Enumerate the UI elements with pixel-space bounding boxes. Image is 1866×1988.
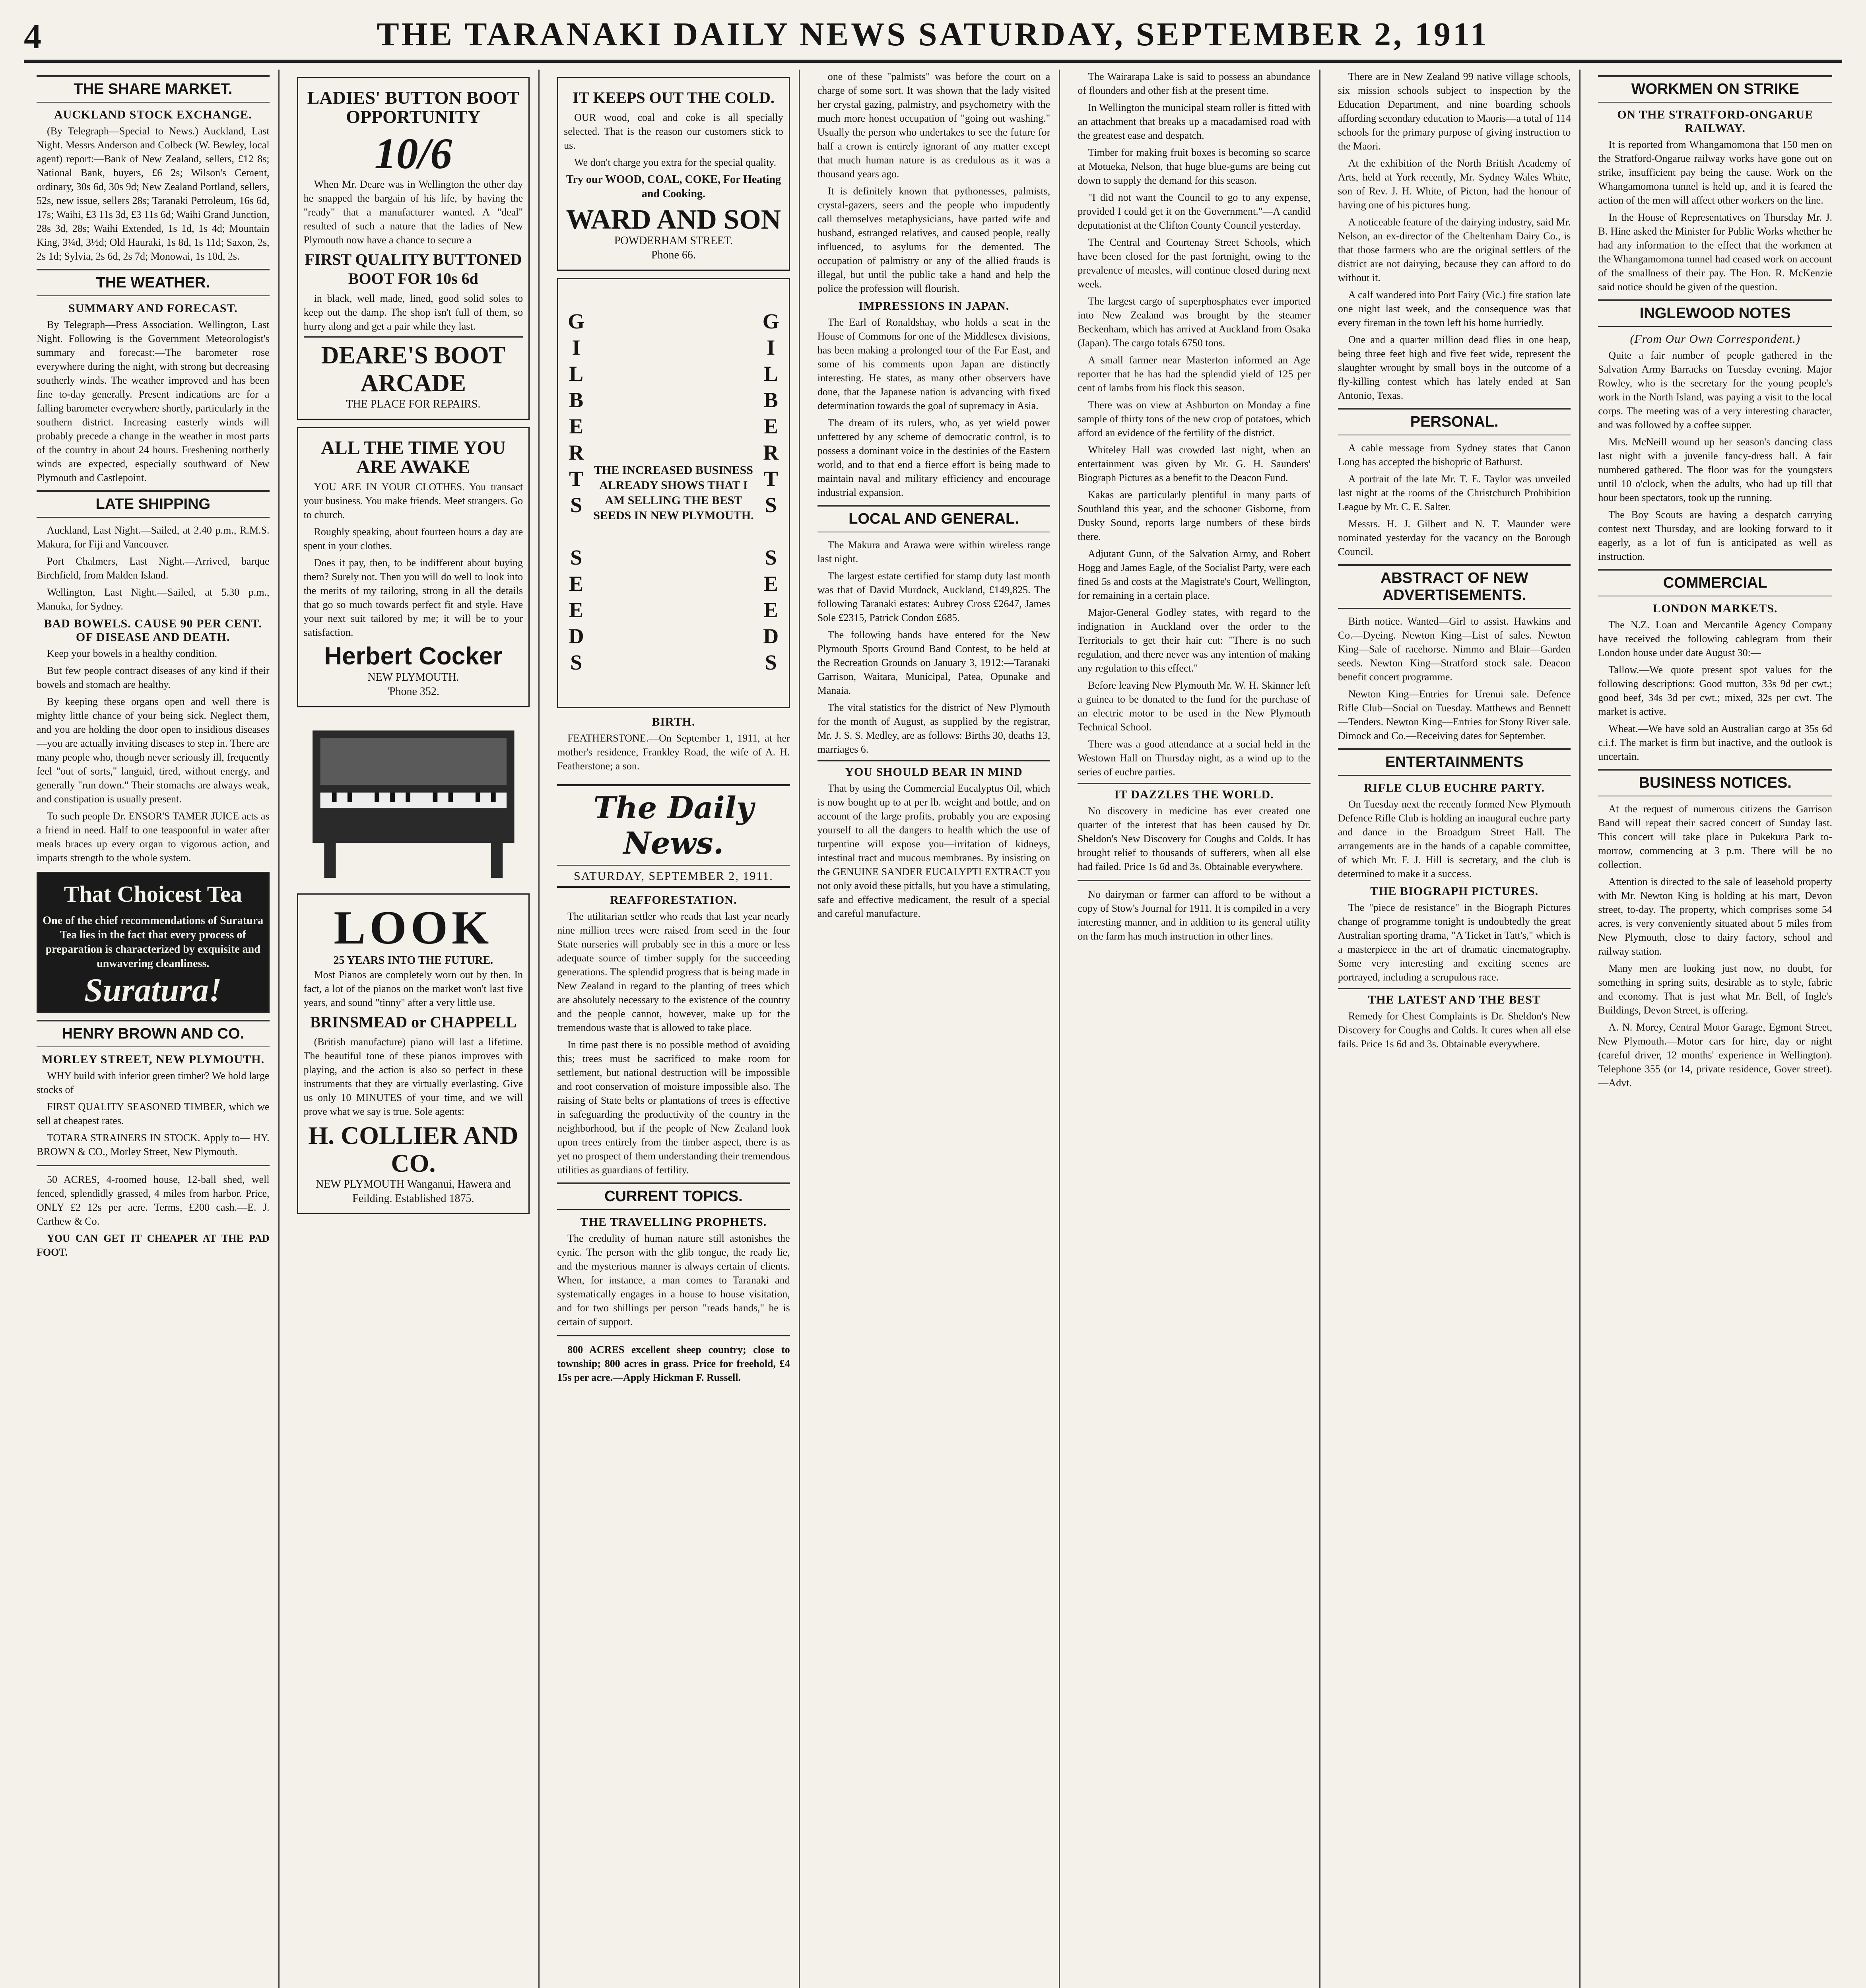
local-item: The largest estate certified for stamp duty last month was that of David Murdock, Auckland, £149,825. The following Taranaki estates: Aubrey Cross £2647, James Sole £2315, Patrick Condon £685. [817, 570, 1050, 623]
tea-ad-title: That Choicest Tea [64, 881, 242, 907]
current-topics-heading: CURRENT TOPICS. [557, 1182, 790, 1210]
local-item: The Makura and Arawa were within wireless range last night. [817, 539, 1050, 565]
birth-heading: BIRTH. [652, 715, 695, 728]
cocker-address: NEW PLYMOUTH. [367, 671, 459, 683]
classified-ad: 50 ACRES, 4-roomed house, 12-ball shed, well fenced, splendidly grassed, 4 miles from harbor. Price, ONLY £2 12s per acre. Terms, £200 cash.—E. J. Carthew & Co. [37, 1174, 270, 1227]
commercial-heading: COMMERCIAL [1598, 569, 1832, 596]
strike-heading: WORKMEN ON STRIKE [1598, 75, 1832, 103]
inglewood-text: The Boy Scouts are having a despatch carrying contest next Thursday, and are looking forward to it eagerly, as a lot of fun is anticipated as well as instruction. [1598, 509, 1832, 562]
shipping-item: Wellington, Last Night.—Sailed, at 5.30 p.m., Manuka, for Sydney. [37, 586, 270, 612]
tailor-ad-title: ALL THE TIME YOU ARE AWAKE [321, 437, 506, 478]
news-item: At the exhibition of the North British Academy of Arts, held at York recently, Mr. Sydney Wales White, son of Rev. J. H. White, of Picton, had the honour of having one of his pictures hung. [1338, 157, 1571, 211]
news-item: There was on view at Ashburton on Monday a fine sample of thirty tons of the new crop of potatoes, which afford an evidence of the fertility of the district. [1078, 399, 1311, 439]
editorial-masthead: The Daily News. [557, 784, 790, 866]
henry-brown-text: FIRST QUALITY SEASONED TIMBER, which we sell at cheapest rates. [37, 1101, 270, 1126]
inglewood-heading: INGLEWOOD NOTES [1598, 299, 1832, 327]
cocker-name: Herbert Cocker [324, 643, 503, 670]
ladies-ad-price: 10/6 [374, 129, 452, 178]
article-text: It is definitely known that pythonesses, palmists, crystal-gazers, seers and the people who impudently call themselves metaphysicians, have parted wife and husband, estranged relatives, and caused people, really influenced, to asylums for the demented. The occupation of palmistry or any of the allied frauds is illegal, but until the public take a hand and help the police the profession will flourish. [817, 185, 1050, 294]
coal-ad-text: OUR wood, coal and coke is all specially selected. That is the reason our customers stick to us. [564, 112, 783, 151]
tailor-ad-text: YOU ARE IN YOUR CLOTHES. You transact your business. You make friends. Meet strangers. Go to church. [303, 481, 523, 520]
ladies-boot-ad [297, 77, 530, 420]
local-item: The following bands have entered for the New Plymouth Sports Ground Band Contest, to be held at the Recreation Grounds on January 3, 1912:—Taranaki Garrison, Waitara, Municipal, Patea, Opunake and Manaia. [817, 629, 1050, 696]
seeds-center-text: THE INCREASED BUSINESS ALREADY SHOWS THAT I AM SELLING THE BEST SEEDS IN NEW PLYMOUTH. [593, 464, 754, 522]
current-topics-subheading: THE TRAVELLING PROPHETS. [580, 1215, 767, 1229]
editorial-text: In time past there is no possible method of avoiding this; trees must be sacrificed to make room for settlement, but national destruction will be impossible and root conservation of moisture impossible also. The raising of State belts or plantations of trees is effective in safeguarding the productivity of the country in the neighborhood, but if the people of New Zealand look upon trees entirely from the timber aspect, there is as yet no prospect of them understanding their tremendous utilities as guardians of fertility. [557, 1039, 790, 1176]
news-item: In Wellington the municipal steam roller is fitted with an attachment that breaks up a macadamised road with the greatest ease and despatch. [1078, 102, 1311, 141]
inglewood-text: Mrs. McNeill wound up her season's dancing class last night with a juvenile fancy-dress ball. A fair numbered gathered. The floor was for the youngsters until 10 o'clock, when the adults, who had up till that hour been spectators, took up the running. [1598, 436, 1832, 503]
shipping-heading: LATE SHIPPING [37, 490, 270, 518]
entertainments-heading: ENTERTAINMENTS [1338, 748, 1571, 776]
abstract-list: Newton King—Entries for Urenui sale. Defence Rifle Club—Social on Tuesday. Matthews and Bennett—Tenders. Newton King—Entries for Stony River sale. Dimock and Co.—Receiving dates for September. [1338, 688, 1571, 742]
column-5 [1069, 70, 1320, 1988]
tea-ad-brand: Suratura! [84, 972, 222, 1009]
news-item: There are in New Zealand 99 native village schools, six mission schools subject to inspection by the Education Department, and nine boarding schools affording secondary education to Maoris—a total of 114 schools for the primary purpose of giving instruction to the Maori. [1338, 71, 1571, 152]
cocker-phone: 'Phone 352. [387, 685, 439, 698]
article-text: The dream of its rulers, who, as yet wield power unfettered by any scheme of democratic control, is to possess a dominant voice in the destinies of the Eastern world, and to that end a fierce effort is being made to maintain naval and military efficiency and encourage industrial expansion. [817, 417, 1050, 498]
column-1 [28, 70, 280, 1988]
tailor-ad [297, 427, 530, 707]
japan-heading: IMPRESSIONS IN JAPAN. [858, 299, 1010, 313]
article-text: The Earl of Ronaldshay, who holds a seat in the House of Commons for one of the Middlesex divisions, has been making a prolonged tour of the Far East, and some of his comments upon Japan are distinctly interesting. He states, as many other observers have done, that the Japanese nation is advancing with fixed determination towards the goal of supremacy in Asia. [817, 316, 1050, 412]
business-notice: Attention is directed to the sale of leasehold property with Mr. Newton King is holding at his mart, Devon street, to-day. The property, which comprises some 54 acres, is very conveniently situated about 5 miles from New Plymouth, close to dairy factory, school and railway station. [1598, 876, 1832, 957]
dazzles-heading: IT DAZZLES THE WORLD. [1078, 783, 1311, 802]
london-markets-subheading: LONDON MARKETS. [1653, 602, 1778, 615]
bear-in-mind-heading: YOU SHOULD BEAR IN MIND [817, 760, 1050, 779]
seeds-left-vertical: GILBERTS SEEDS [564, 309, 588, 677]
article-text: one of these "palmists" was before the court on a charge of some sort. It was shown that the lady visited her crystal gazing, palmistry, and psychometry with the much more honest occupation of "going out washing." Usually the person who undertakes to see the future for half a crown is entirely ignorant of any matter except that much human nature is as credulous as it was a thousand years ago. [817, 71, 1050, 180]
commercial-text: Tallow.—We quote present spot values for the following descriptions: Good mutton, 33s 9d per cwt.; good beef, 34s 3d per cwt.; mixed, 32s per cwt. The market is active. [1598, 664, 1832, 717]
coal-ad-list: Try our WOOD, COAL, COKE, For Heating and Cooking. [566, 173, 781, 200]
piano-ad [297, 893, 530, 1214]
look-title: LOOK [334, 901, 493, 954]
deare-name: DEARE'S BOOT ARCADE [304, 336, 523, 397]
news-item: The largest cargo of superphosphates ever imported into New Zealand was brought by the steamer Beckenham, which has arrived at Auckland from Osaka (Japan). The cargo totals 6750 tons. [1078, 295, 1311, 349]
strike-text: It is reported from Whangamomona that 150 men on the Stratford-Ongarue railway works have gone out on strike, insufficient pay being the cause. Work on the Whangamomona tunnel is held up, and it is feared the action of the men will affect other workers on the line. [1598, 139, 1832, 206]
piano-illustration [297, 717, 530, 884]
tailor-ad-text: Does it pay, then, to be indifferent about buying them? Surely not. Then you will do well to look into the merits of my tailoring, strong in all the details that go so much towards perfect fit and style. Have your next suit tailored by me; it will be to your satisfaction. [303, 557, 523, 638]
henry-brown-heading: HENRY BROWN AND CO. [37, 1020, 270, 1047]
ward-phone: Phone 66. [651, 249, 696, 261]
strike-text: In the House of Representatives on Thursday Mr. J. B. Hine asked the Minister for Public Works whether he had any information to the effect that the workmen at the Whangamomona tunnel had ceased work on account of the smallness of their pay. The Hon. R. McKenzie said notice should be given of the question. [1598, 212, 1832, 293]
abstract-list: Birth notice. Wanted—Girl to assist. Hawkins and Co.—Dyeing. Newton King—List of sales. Newton King—Sale of racehorse. Nimmo and Blair—Garden seeds. Newton King—Stratford stock sale. Deacon benefit concert programme. [1338, 615, 1571, 683]
ladies-ad-offer: FIRST QUALITY BUTTONED BOOT FOR 10s 6d [305, 250, 522, 287]
piano-brands: BRINSMEAD or CHAPPELL [310, 1013, 516, 1031]
coal-ad [557, 77, 790, 271]
birth-notice: FEATHERSTONE.—On September 1, 1911, at her mother's residence, Frankley Road, the wife of A. H. Featherstone; a son. [557, 732, 790, 772]
column-2 [288, 70, 540, 1988]
divider [37, 1165, 270, 1166]
entertainment-text: On Tuesday next the recently formed New Plymouth Defence Rifle Club is holding an inaugural euchre party and dance in the Broadgum Street Hall. The arrangements are in the hands of a capable committee, of which Mr. F. J. Hill is secretary, and the club is determined to make it a success. [1338, 798, 1571, 879]
personal-heading: PERSONAL. [1338, 408, 1571, 435]
ward-name: WARD AND SON [566, 204, 781, 235]
henry-brown-text: TOTARA STRAINERS IN STOCK. Apply to— HY. BROWN & CO., Morley Street, New Plymouth. [37, 1132, 270, 1157]
look-subtitle: 25 YEARS INTO THE FUTURE. [333, 954, 493, 967]
divider [557, 1335, 790, 1336]
masthead-title: THE TARANAKI DAILY NEWS SATURDAY, SEPTEMBER 2, 1911 [377, 16, 1489, 53]
weather-subheading: SUMMARY AND FORECAST. [68, 302, 238, 315]
news-item: Major-General Godley states, with regard to the indignation in Auckland over the order to the Territorials to get their hair cut: "There is no such regulation, and there never was any intention of making any regulation to this effect." [1078, 607, 1311, 674]
henry-brown-address: MORLEY STREET, NEW PLYMOUTH. [41, 1053, 265, 1066]
bowels-ad-text: Keep your bowels in a healthy condition. [47, 648, 217, 659]
news-item: Timber for making fruit boxes is becoming so scarce at Motueka, Nelson, that huge blue-gums are being cut down to supply the demand for this season. [1078, 147, 1311, 186]
bowels-ad-text: But few people contract diseases of any kind if their bowels and stomach are healthy. [37, 665, 270, 690]
reafforestation-heading: REAFFORESTATION. [610, 893, 737, 907]
ladies-ad-text: When Mr. Deare was in Wellington the other day he snapped the bargain of his life, by having the "ready" that a manufacturer wanted. A "deal" resulted of such a nature that the ladies of New Plymouth now have a chance to secure a [303, 179, 523, 246]
columns [28, 70, 1841, 1988]
inglewood-subheading: (From Our Own Correspondent.) [1630, 332, 1800, 346]
column-7 [1589, 70, 1841, 1988]
share-market-heading: THE SHARE MARKET. [37, 75, 270, 103]
ladies-ad-text: in black, well made, lined, good solid soles to keep out the damp. The shop isn't full of them, so hurry along and get a pair while they last. [303, 293, 523, 332]
collier-name: H. COLLIER AND CO. [308, 1121, 518, 1177]
euchre-subheading: RIFLE CLUB EUCHRE PARTY. [1364, 781, 1545, 794]
news-item: "I did not want the Council to go to any expense, provided I could get it on the Government."—A candid deputationist at the Clifton County Council yesterday. [1078, 192, 1311, 231]
masthead [24, 12, 1842, 63]
news-item: The Wairarapa Lake is said to possess an abundance of flounders and other fish at the present time. [1078, 71, 1311, 96]
bowels-ad-text: By keeping these organs open and well there is mighty little chance of your being sick. Neglect them, and you are holding the door open to insidious diseases—you are actually inviting diseases to step in. There are many people who, though never seriously ill, frequently feel "out of sorts," languid, tired, without energy, and generally "run down." Their stomachs are always weak, and constipation is usually present. [37, 696, 270, 805]
share-market-report: (By Telegraph—Special to News.) Auckland, Last Night. Messrs Anderson and Colbeck (W. Bewley, local agent) report:—Bank of New Zealand, sellers, £12 8s; National Bank, buyers, £6 2s; Wilson's Cement, ordinary, 30s 6d, 30s 9d; New Zealand Portland, sellers, 52s, new issue, sellers 28s; Taranaki Petroleum, 16s 6d, 17s; Waihi, £3 11s 3d, £3 11s 6d; Waihi Grand Junction, 28s 3d, 28s; Waihi Extended, 1s 1d, 1s 4d; Mountain King, 3¼d, 3½d; Old Hauraki, 1s 8d, 1s 11d; Saxon, 2s, 2s 1d; Sylvia, 2s 6d, 2s 7d; Monowai, 1s 10d, 2s. [37, 125, 270, 262]
share-market-subheading: AUCKLAND STOCK EXCHANGE. [54, 108, 252, 121]
bowels-ad-text: To such people Dr. ENSOR'S TAMER JUICE acts as a friend in need. Half to one teaspoonful in water after meals braces up every organ to vigorous action, and imparts strength to the whole system. [37, 810, 270, 864]
coal-ad-top: IT KEEPS OUT THE COLD. [572, 89, 775, 107]
piano-ad-text: Most Pianos are completely worn out by then. In fact, a lot of the pianos on the market won't last five years, and sound "tinny" after a very little use. [303, 969, 523, 1008]
suratura-tea-ad [37, 872, 270, 1013]
local-general-heading: LOCAL AND GENERAL. [817, 505, 1050, 532]
tea-ad-body: One of the chief recommendations of Suratura Tea lies in the fact that every process of preparation is characterized by exquisite and unwavering cleanliness. [43, 914, 264, 970]
news-item: Adjutant Gunn, of the Salvation Army, and Robert Hogg and James Eagle, of the Socialist Party, were each fined 5s and costs at the Magistrate's Court, Wellington, for remaining in a certain place. [1078, 548, 1311, 601]
inglewood-text: Quite a fair number of people gathered in the Salvation Army Barracks on Tuesday evening. Major Rowley, who is the secretary for the young people's work in the North Island, was paying a visit to the local corps. The meeting was of a very interesting character, and was followed by a coffee supper. [1598, 349, 1832, 431]
column-6 [1329, 70, 1581, 1988]
business-notices-heading: BUSINESS NOTICES. [1598, 769, 1832, 796]
gilberts-seeds-ad [557, 278, 790, 708]
editorial-date: SATURDAY, SEPTEMBER 2, 1911. [557, 870, 790, 888]
bowels-ad-heading: BAD BOWELS. CAUSE 90 PER CENT. OF DISEASE AND DEATH. [44, 617, 262, 644]
personal-item: A portrait of the late Mr. T. E. Taylor was unveiled last night at the rooms of the Christchurch Prohibition League by Mr. C. E. Salter. [1338, 473, 1571, 513]
news-item: There was a good attendance at a social held in the Westown Hall on Thursday night, as a wind up to the series of euchre parties. [1078, 738, 1311, 778]
page-number: 4 [24, 17, 41, 56]
personal-item: A cable message from Sydney states that Canon Long has accepted the bishopric of Bathurst. [1338, 442, 1571, 468]
business-notice: Many men are looking just now, no doubt, for something in spring suits, desirable as to style, fabric and economy. That is just what Mr. Bell, of Ingle's Buildings, Devon Street, is offering. [1598, 963, 1832, 1016]
news-item: The Central and Courtenay Street Schools, which have been closed for the past fortnight, owing to the prevalence of measles, will continue closed during next week. [1078, 237, 1311, 290]
deare-tagline: THE PLACE FOR REPAIRS. [346, 398, 481, 410]
ward-address: POWDERHAM STREET. [614, 235, 733, 247]
abstract-heading: ABSTRACT OF NEW ADVERTISEMENTS. [1338, 564, 1571, 609]
commercial-text: The N.Z. Loan and Mercantile Agency Company have received the following cablegram from their London house under date August 30:— [1598, 619, 1832, 658]
weather-heading: THE WEATHER. [37, 269, 270, 296]
editorial-text: The utilitarian settler who reads that last year nearly nine million trees were raised from seed in the four State nurseries will probably see in this a more or less adequate source of timber supply for the succeeding generations. The splendid progress that is being made in New Zealand in regard to the planting of trees which are absolutely necessary to the existence of the country and the people cannot, however, make up for the tremendous waste that is allowed to take place. [557, 911, 790, 1033]
news-item: One and a quarter million dead flies in one heap, being three feet high and five feet wide, represent the slaughter wrought by small boys in the outcome of a fly-killing contest which has lately ended at San Antonio, Texas. [1338, 334, 1571, 401]
divider [1078, 880, 1311, 881]
column-3 [548, 70, 800, 1988]
biograph-subheading: THE BIOGRAPH PICTURES. [1370, 885, 1539, 898]
ladies-ad-title: LADIES' BUTTON BOOT OPPORTUNITY [307, 87, 520, 127]
entertainment-text: The "piece de resistance" in the Biograph Pictures change of programme tonight is undoubtedly the great Australian sporting drama, "A Ticket in Tatt's," which is a masterpiece in the art of dramatic cinematography. Some very interesting and exciting scenes are portrayed, including a scrupulous race. [1338, 902, 1571, 983]
news-item: A small farmer near Masterton informed an Age reporter that he has had the splendid yield of 125 per cent of lambs from his flock this season. [1078, 354, 1311, 394]
collier-address: NEW PLYMOUTH Wanganui, Hawera and Feilding. Established 1875. [315, 1178, 511, 1205]
column-4 [809, 70, 1060, 1988]
news-item: Before leaving New Plymouth Mr. W. H. Skinner left a guinea to be donated to the fund for the purchase of an electric motor to be used in the New Plymouth Technical School. [1078, 679, 1311, 733]
shipping-item: Port Chalmers, Last Night.—Arrived, barque Birchfield, from Malden Island. [37, 555, 270, 581]
dairy-journal-text: No dairyman or farmer can afford to be without a copy of Stow's Journal for 1911. It is compiled in a very interesting manner, and in addition to its general utility on the farm has much instruction in other lines. [1078, 889, 1311, 942]
henry-brown-text: WHY build with inferior green timber? We hold large stocks of [37, 1070, 270, 1095]
business-notice: A. N. Morey, Central Motor Garage, Egmont Street, New Plymouth.—Motor cars for hire, day or night (careful driver, 12 months' experience in Wellington). Telephone 355 (or 14, private residence, Gover street).—Advt. [1598, 1021, 1832, 1089]
latest-best-text: Remedy for Chest Complaints is Dr. Sheldon's New Discovery for Coughs and Colds. It cures when all else fails. Price 1s 6d and 3s. Obtainable everywhere. [1338, 1010, 1571, 1050]
classified-ad: 800 ACRES excellent sheep country; close to township; 800 acres in grass. Price for freehold, £4 15s per acre.—Apply Hickman F. Russell. [557, 1344, 790, 1383]
tailor-ad-text: Roughly speaking, about fourteen hours a day are spent in your clothes. [303, 526, 523, 551]
commercial-text: Wheat.—We have sold an Australian cargo at 35s 6d c.i.f. The market is firm but inactive, and the outlook is uncertain. [1598, 723, 1832, 762]
strike-subheading: ON THE STRATFORD-ONGARUE RAILWAY. [1617, 108, 1814, 135]
eucalyptus-ad-text: That by using the Commercial Eucalyptus Oil, which is now bought up to at per lb. weight and bottle, and on account of the large profits, probably you are exposing yourself to all the dangers to health which the use of turpentine will expose you—irritation of kidneys, intestinal tract and mucous membranes. By insisting on the GENUINE SANDER EUCALYPTI EXTRACT you not only avoid these pitfalls, but you have a stimulating, safe and effective medicament, the result of a special and careful manufacture. [817, 782, 1050, 919]
business-notice: At the request of numerous citizens the Garrison Band will repeat their sacred concert of Sunday last. This concert will take place in Pukekura Park to-morrow, commencing at 3 p.m. There will be no collection. [1598, 803, 1832, 870]
shipping-item: Auckland, Last Night.—Sailed, at 2.40 p.m., R.M.S. Makura, for Fiji and Vancouver. [37, 524, 270, 550]
classified-ad: YOU CAN GET IT CHEAPER AT THE PAD FOOT. [37, 1233, 270, 1258]
dazzles-ad-text: No discovery in medicine has ever created one quarter of the interest that has been caused by Dr. Sheldon's New Discovery for Coughs and Colds. It has brought relief to thousands of sufferers, when all else had failed. Price 1s 6d and 3s. Obtainable everywhere. [1078, 805, 1311, 872]
news-item: Whiteley Hall was crowded last night, when an entertainment was given by Mr. G. H. Saunders' Biograph Pictures as a benefit to the Deacon Fund. [1078, 444, 1311, 483]
weather-report: By Telegraph—Press Association. Wellington, Last Night. Following is the Government Meteorologist's summary and forecast:—The barometer rose everywhere during the night, with strong but decreasing southerly winds. The weather improved and has been fine to-day generally. Present indications are for a falling barometer everywhere shortly, particularly in the southern district. Increasing easterly winds will probably precede a change in the weather in most parts of the country in about 24 hours. Freshening northerly winds are expected, especially southward of New Plymouth and Castlepoint. [37, 319, 270, 483]
news-item: A calf wandered into Port Fairy (Vic.) fire station late one night last week, and the consequence was that every fireman in the town left his home hurriedly. [1338, 289, 1571, 328]
latest-best-heading: THE LATEST AND THE BEST [1338, 988, 1571, 1007]
news-item: Kakas are particularly plentiful in many parts of Southland this year, and the schooner Gisborne, from Dusky Sound, reports large numbers of these birds there. [1078, 489, 1311, 542]
seeds-right-vertical: GILBERTS SEEDS [759, 309, 783, 677]
local-item: The vital statistics for the district of New Plymouth for the month of August, as supplied by the registrar, Mr. J. S. S. Medley, are as follows: Births 30, deaths 13, marriages 6. [817, 702, 1050, 755]
current-topics-text: The credulity of human nature still astonishes the cynic. The person with the glib tongue, the ready lie, and the mysterious manner is always certain of clients. When, for instance, a man comes to Taranaki and systematically engages in a house to house visitation, and for two shillings per person "reads hands," he is certain of support. [557, 1233, 790, 1328]
coal-ad-text: We don't charge you extra for the special quality. [574, 157, 777, 168]
piano-ad-text: (British manufacture) piano will last a lifetime. The beautiful tone of these pianos improves with playing, and the action is also so perfect in these instruments that they are virtually everlasting. Give us only 10 MINUTES of your time, and we will prove what we say is true. Sole agents: [303, 1036, 523, 1117]
personal-item: Messrs. H. J. Gilbert and N. T. Maunder were nominated yesterday for the vacancy on the Borough Council. [1338, 518, 1571, 557]
news-item: A noticeable feature of the dairying industry, said Mr. Nelson, an ex-director of the Cheltenham Dairy Co., is that those farmers who are the original settlers of the district are not dairying, because they can afford to do without it. [1338, 216, 1571, 283]
